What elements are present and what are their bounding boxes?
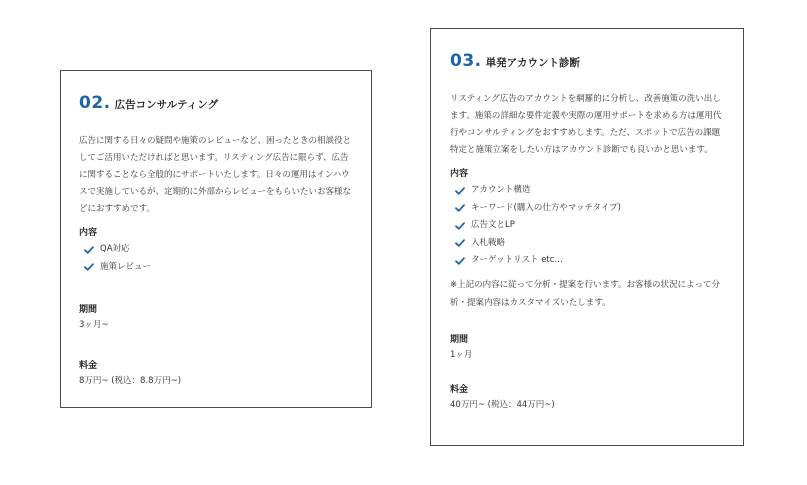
check-icon — [455, 257, 465, 265]
price-value: 40万円~ (税込：44万円~) — [450, 399, 555, 410]
check-icon — [84, 263, 94, 271]
card-description: 広告に関する日々の疑問や施策のレビューなど、困ったときの相談役としてご活用いただければと思います。リスティング広告に限らず、広告に関することなら全般的にサポートいたします。日々の運用はインハウスで実施しているが、定期的に外部からレビューをもらいたいお客様などにおすすめです。 — [79, 136, 352, 214]
list-item — [455, 252, 725, 270]
content-list — [450, 182, 725, 270]
list-item-label: 広告文とLP — [471, 220, 515, 230]
check-icon — [455, 239, 465, 247]
card-number: 03. — [450, 51, 482, 71]
list-item-label: 入札戦略 — [471, 237, 506, 248]
price-label: 料金 — [450, 384, 469, 395]
content-label: 内容 — [450, 169, 469, 179]
price-label: 料金 — [79, 361, 98, 371]
list-item-label: QA対応 — [100, 244, 130, 254]
card-number: 02. — [79, 93, 111, 113]
list-item-label: アカウント構造 — [471, 185, 531, 195]
period-value: 3ヶ月~ — [79, 320, 109, 330]
list-item — [455, 200, 725, 218]
list-item — [455, 182, 725, 200]
content-list — [79, 241, 353, 276]
list-item-label: ターゲットリスト etc… — [471, 255, 563, 265]
content-label: 内容 — [79, 228, 98, 238]
customization-note: ※上記の内容に従って分析・提案を行います。お客様の状況によって分析・提案内容はカスタマイズいたします。 — [450, 279, 720, 308]
list-item-label: キーワード(購入の仕方やマッチタイプ) — [471, 202, 621, 213]
list-item — [84, 241, 353, 259]
price-value: 8万円~ (税込：8.8万円~) — [79, 376, 182, 386]
service-card-account-audit — [430, 28, 744, 446]
card-description: リスティング広告のアカウントを網羅的に分析し、改善施策の洗い出します。施策の詳細な要件定義や実際の運用サポートを求める方は運用代行やコンサルティングをおすすめします。ただ、スポットで広告の課題特定と施策立案をしたい方はアカウント診断でも良いかと思います。 — [450, 94, 722, 155]
list-item — [84, 259, 353, 277]
period-label: 期間 — [79, 305, 98, 315]
list-item — [455, 217, 725, 235]
list-item-label: 施策レビュー — [100, 261, 152, 272]
card-heading: 広告コンサルティング — [114, 99, 219, 111]
check-icon — [84, 246, 94, 254]
card-title — [450, 51, 725, 71]
period-label: 期間 — [450, 334, 469, 345]
check-icon — [455, 204, 465, 212]
period-value: 1ヶ月 — [450, 349, 473, 360]
check-icon — [455, 222, 465, 230]
card-heading: 単発アカウント診断 — [485, 57, 581, 69]
check-icon — [455, 187, 465, 195]
list-item — [455, 235, 725, 253]
card-title — [79, 93, 353, 113]
service-card-consulting — [60, 70, 372, 408]
